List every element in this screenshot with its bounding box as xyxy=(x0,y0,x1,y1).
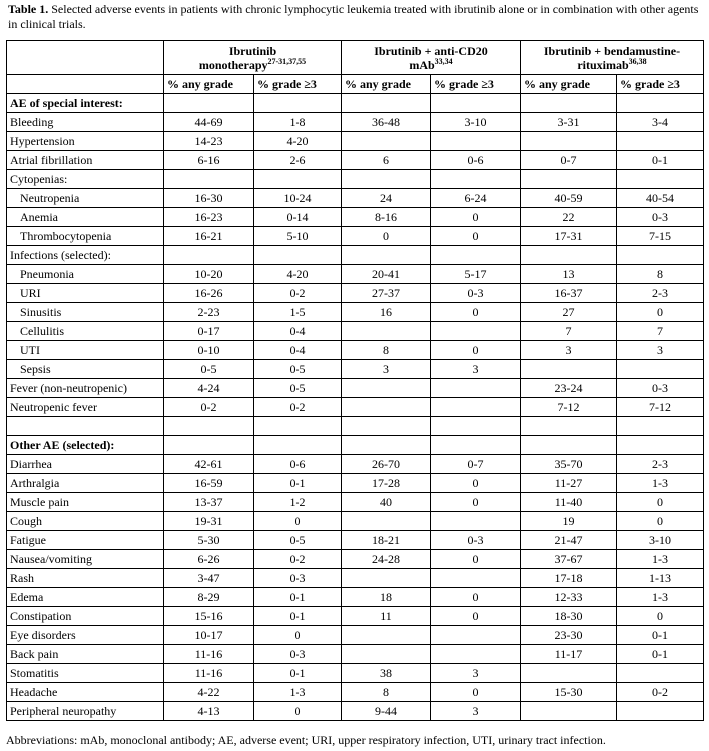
value-cell: 2-6 xyxy=(254,151,342,170)
value-cell: 4-20 xyxy=(254,132,342,151)
value-cell xyxy=(342,170,431,189)
value-cell: 3-4 xyxy=(617,113,704,132)
value-cell xyxy=(342,645,431,664)
table-row xyxy=(7,588,704,607)
value-cell: 15-30 xyxy=(521,683,617,702)
value-cell xyxy=(431,569,521,588)
value-cell: 0-3 xyxy=(431,531,521,550)
value-cell xyxy=(431,417,521,436)
table-caption-label: Table 1. xyxy=(8,2,49,16)
value-cell: 0 xyxy=(617,303,704,322)
row-label: Cytopenias: xyxy=(7,170,164,189)
subheader-corner xyxy=(7,75,164,94)
value-cell: 0-3 xyxy=(431,284,521,303)
value-cell xyxy=(617,702,704,721)
value-cell: 0-2 xyxy=(617,683,704,702)
value-cell: 17-18 xyxy=(521,569,617,588)
value-cell xyxy=(431,626,521,645)
value-cell: 0 xyxy=(342,227,431,246)
row-label: Diarrhea xyxy=(7,455,164,474)
row-label: Neutropenic fever xyxy=(7,398,164,417)
value-cell xyxy=(617,246,704,265)
table-row xyxy=(7,569,704,588)
row-label: Back pain xyxy=(7,645,164,664)
value-cell xyxy=(431,398,521,417)
value-cell xyxy=(521,664,617,683)
section-row xyxy=(7,436,704,455)
value-cell: 0-2 xyxy=(164,398,254,417)
value-cell: 0-1 xyxy=(617,151,704,170)
value-cell: 8 xyxy=(342,341,431,360)
value-cell: 0-2 xyxy=(254,398,342,417)
value-cell xyxy=(254,436,342,455)
value-cell xyxy=(342,626,431,645)
subheader-cell: % grade ≥3 xyxy=(431,75,521,94)
value-cell xyxy=(617,132,704,151)
value-cell: 5-17 xyxy=(431,265,521,284)
value-cell: 23-30 xyxy=(521,626,617,645)
value-cell: 3 xyxy=(431,664,521,683)
value-cell: 0-14 xyxy=(254,208,342,227)
row-label: UTI xyxy=(7,341,164,360)
table-row xyxy=(7,626,704,645)
value-cell: 0 xyxy=(431,208,521,227)
group-header-bendamustine-rituximab: Ibrutinib + bendamustine- rituximab$^{36,38}$ xyxy=(521,41,704,75)
value-cell xyxy=(617,360,704,379)
value-cell xyxy=(617,664,704,683)
row-label: Nausea/vomiting xyxy=(7,550,164,569)
value-cell: 0-7 xyxy=(521,151,617,170)
value-cell xyxy=(431,170,521,189)
value-cell xyxy=(254,246,342,265)
value-cell: 0-1 xyxy=(254,474,342,493)
value-cell xyxy=(164,417,254,436)
value-cell: 8-29 xyxy=(164,588,254,607)
value-cell xyxy=(164,170,254,189)
value-cell xyxy=(254,94,342,113)
value-cell xyxy=(342,246,431,265)
value-cell: 1-2 xyxy=(254,493,342,512)
table-row xyxy=(7,398,704,417)
value-cell: 0 xyxy=(617,512,704,531)
subheader-cell: % grade ≥3 xyxy=(254,75,342,94)
value-cell: 24 xyxy=(342,189,431,208)
row-label: Constipation xyxy=(7,607,164,626)
value-cell: 0-2 xyxy=(254,550,342,569)
row-label: Fatigue xyxy=(7,531,164,550)
table-body xyxy=(7,94,704,721)
value-cell: 20-41 xyxy=(342,265,431,284)
value-cell xyxy=(342,436,431,455)
row-label: Bleeding xyxy=(7,113,164,132)
value-cell: 7 xyxy=(617,322,704,341)
row-label: Neutropenia xyxy=(7,189,164,208)
subheader-row xyxy=(7,75,704,94)
table-row xyxy=(7,493,704,512)
value-cell: 1-8 xyxy=(254,113,342,132)
value-cell: 0-1 xyxy=(254,664,342,683)
value-cell xyxy=(254,170,342,189)
value-cell: 36-48 xyxy=(342,113,431,132)
value-cell: 0-2 xyxy=(254,284,342,303)
value-cell: 22 xyxy=(521,208,617,227)
value-cell: 44-69 xyxy=(164,113,254,132)
table-row xyxy=(7,189,704,208)
value-cell xyxy=(521,417,617,436)
value-cell: 4-24 xyxy=(164,379,254,398)
value-cell: 35-70 xyxy=(521,455,617,474)
value-cell: 0 xyxy=(254,626,342,645)
value-cell: 2-3 xyxy=(617,284,704,303)
value-cell: 13-37 xyxy=(164,493,254,512)
value-cell: 23-24 xyxy=(521,379,617,398)
value-cell: 0-1 xyxy=(617,645,704,664)
value-cell: 3-10 xyxy=(617,531,704,550)
value-cell: 1-3 xyxy=(617,588,704,607)
value-cell xyxy=(521,94,617,113)
value-cell: 11-40 xyxy=(521,493,617,512)
value-cell: 10-24 xyxy=(254,189,342,208)
value-cell: 0-3 xyxy=(254,569,342,588)
value-cell: 0-1 xyxy=(254,588,342,607)
value-cell: 17-28 xyxy=(342,474,431,493)
value-cell: 0 xyxy=(617,493,704,512)
subheader-cell: % any grade xyxy=(164,75,254,94)
value-cell xyxy=(431,645,521,664)
value-cell xyxy=(617,170,704,189)
table-row xyxy=(7,303,704,322)
table-row xyxy=(7,151,704,170)
value-cell xyxy=(617,94,704,113)
row-label: Cough xyxy=(7,512,164,531)
adverse-events-table xyxy=(6,40,704,721)
value-cell: 0-17 xyxy=(164,322,254,341)
value-cell xyxy=(617,436,704,455)
value-cell: 0-4 xyxy=(254,322,342,341)
row-label: Hypertension xyxy=(7,132,164,151)
row-label: Edema xyxy=(7,588,164,607)
value-cell: 42-61 xyxy=(164,455,254,474)
value-cell: 0 xyxy=(431,493,521,512)
value-cell: 0-5 xyxy=(254,379,342,398)
value-cell: 3 xyxy=(431,360,521,379)
table-caption xyxy=(8,2,703,32)
value-cell: 0 xyxy=(431,303,521,322)
value-cell: 18 xyxy=(342,588,431,607)
value-cell: 0-1 xyxy=(254,607,342,626)
value-cell xyxy=(342,512,431,531)
value-cell xyxy=(342,379,431,398)
value-cell: 0 xyxy=(431,683,521,702)
value-cell: 17-31 xyxy=(521,227,617,246)
row-label: Anemia xyxy=(7,208,164,227)
value-cell xyxy=(342,398,431,417)
row-label: Infections (selected): xyxy=(7,246,164,265)
value-cell: 12-33 xyxy=(521,588,617,607)
value-cell xyxy=(431,132,521,151)
value-cell: 3 xyxy=(521,341,617,360)
value-cell: 16 xyxy=(342,303,431,322)
value-cell xyxy=(521,132,617,151)
value-cell: 16-30 xyxy=(164,189,254,208)
table-row xyxy=(7,683,704,702)
row-label: Headache xyxy=(7,683,164,702)
value-cell: 8 xyxy=(617,265,704,284)
value-cell: 0 xyxy=(254,512,342,531)
abbreviations-footnote: Abbreviations: mAb, monoclonal antibody; AE, adverse event; URI, upper respiratory infection, UTI, urinary tract infection. xyxy=(6,733,606,747)
value-cell xyxy=(342,417,431,436)
value-cell xyxy=(164,246,254,265)
value-cell: 10-17 xyxy=(164,626,254,645)
row-label xyxy=(7,417,164,436)
value-cell xyxy=(431,436,521,455)
value-cell: 3 xyxy=(431,702,521,721)
value-cell xyxy=(164,94,254,113)
value-cell: 1-3 xyxy=(617,550,704,569)
value-cell: 6-24 xyxy=(431,189,521,208)
value-cell: 6 xyxy=(342,151,431,170)
value-cell: 2-23 xyxy=(164,303,254,322)
row-label: AE of special interest: xyxy=(7,94,164,113)
value-cell xyxy=(342,569,431,588)
value-cell: 27 xyxy=(521,303,617,322)
value-cell: 9-44 xyxy=(342,702,431,721)
value-cell xyxy=(521,702,617,721)
value-cell: 3-47 xyxy=(164,569,254,588)
value-cell xyxy=(431,379,521,398)
table-row xyxy=(7,208,704,227)
value-cell: 16-26 xyxy=(164,284,254,303)
value-cell: 8 xyxy=(342,683,431,702)
table-row xyxy=(7,531,704,550)
value-cell xyxy=(342,322,431,341)
value-cell: 0-10 xyxy=(164,341,254,360)
row-label: Arthralgia xyxy=(7,474,164,493)
row-label: Cellulitis xyxy=(7,322,164,341)
value-cell xyxy=(431,322,521,341)
value-cell: 16-59 xyxy=(164,474,254,493)
value-cell: 0 xyxy=(617,607,704,626)
value-cell: 10-20 xyxy=(164,265,254,284)
value-cell: 0 xyxy=(431,607,521,626)
group-header-monotherapy: Ibrutinib monotherapy$^{27-31,37,55}$ xyxy=(164,41,342,75)
value-cell: 4-20 xyxy=(254,265,342,284)
subheader-cell: % any grade xyxy=(342,75,431,94)
value-cell: 26-70 xyxy=(342,455,431,474)
value-cell: 40 xyxy=(342,493,431,512)
value-cell: 11-27 xyxy=(521,474,617,493)
value-cell: 1-3 xyxy=(254,683,342,702)
row-label: Thrombocytopenia xyxy=(7,227,164,246)
value-cell: 15-16 xyxy=(164,607,254,626)
value-cell: 0-7 xyxy=(431,455,521,474)
value-cell xyxy=(521,360,617,379)
value-cell: 2-3 xyxy=(617,455,704,474)
value-cell: 19 xyxy=(521,512,617,531)
value-cell: 40-54 xyxy=(617,189,704,208)
row-label: Pneumonia xyxy=(7,265,164,284)
value-cell: 0-3 xyxy=(617,379,704,398)
table-row xyxy=(7,341,704,360)
row-label: Rash xyxy=(7,569,164,588)
value-cell: 7 xyxy=(521,322,617,341)
row-label: Atrial fibrillation xyxy=(7,151,164,170)
value-cell xyxy=(164,436,254,455)
table-row xyxy=(7,455,704,474)
value-cell: 7-12 xyxy=(617,398,704,417)
table-row xyxy=(7,246,704,265)
group-header-anti-cd20: Ibrutinib + anti-CD20 mAb$^{33,34}$ xyxy=(342,41,521,75)
table-row xyxy=(7,417,704,436)
table-row xyxy=(7,664,704,683)
value-cell: 1-5 xyxy=(254,303,342,322)
table-row xyxy=(7,645,704,664)
value-cell: 0-3 xyxy=(254,645,342,664)
value-cell xyxy=(431,512,521,531)
table-caption-text: Selected adverse events in patients with chronic lymphocytic leukemia treated with ibrutinib alone or in combination with other agents in clinical trials. xyxy=(8,2,699,31)
value-cell: 6-16 xyxy=(164,151,254,170)
value-cell xyxy=(521,246,617,265)
subheader-cell: % any grade xyxy=(521,75,617,94)
value-cell: 0-6 xyxy=(254,455,342,474)
value-cell: 11-16 xyxy=(164,645,254,664)
value-cell: 19-31 xyxy=(164,512,254,531)
table-row xyxy=(7,379,704,398)
table-row xyxy=(7,227,704,246)
value-cell: 4-22 xyxy=(164,683,254,702)
table-row xyxy=(7,702,704,721)
value-cell: 14-23 xyxy=(164,132,254,151)
value-cell: 5-10 xyxy=(254,227,342,246)
table-row xyxy=(7,265,704,284)
value-cell xyxy=(431,246,521,265)
value-cell: 8-16 xyxy=(342,208,431,227)
table-row xyxy=(7,550,704,569)
value-cell: 4-13 xyxy=(164,702,254,721)
row-label: Sepsis xyxy=(7,360,164,379)
value-cell: 18-30 xyxy=(521,607,617,626)
value-cell: 0-5 xyxy=(164,360,254,379)
value-cell: 16-21 xyxy=(164,227,254,246)
value-cell: 0 xyxy=(431,588,521,607)
value-cell xyxy=(342,132,431,151)
row-label: URI xyxy=(7,284,164,303)
table-row xyxy=(7,360,704,379)
value-cell: 0-5 xyxy=(254,531,342,550)
value-cell: 37-67 xyxy=(521,550,617,569)
value-cell: 21-47 xyxy=(521,531,617,550)
table-row xyxy=(7,284,704,303)
table-row xyxy=(7,607,704,626)
value-cell xyxy=(342,94,431,113)
value-cell: 0-1 xyxy=(617,626,704,645)
value-cell: 38 xyxy=(342,664,431,683)
row-label: Peripheral neuropathy xyxy=(7,702,164,721)
value-cell: 6-26 xyxy=(164,550,254,569)
value-cell: 3 xyxy=(617,341,704,360)
value-cell: 11 xyxy=(342,607,431,626)
group-header-row xyxy=(7,41,704,75)
value-cell: 13 xyxy=(521,265,617,284)
value-cell: 11-17 xyxy=(521,645,617,664)
row-label: Muscle pain xyxy=(7,493,164,512)
value-cell xyxy=(521,436,617,455)
value-cell: 0 xyxy=(254,702,342,721)
table-row xyxy=(7,512,704,531)
value-cell: 1-3 xyxy=(617,474,704,493)
value-cell: 27-37 xyxy=(342,284,431,303)
value-cell xyxy=(617,417,704,436)
table-row xyxy=(7,132,704,151)
value-cell: 7-15 xyxy=(617,227,704,246)
value-cell: 7-12 xyxy=(521,398,617,417)
value-cell: 16-23 xyxy=(164,208,254,227)
value-cell: 3-31 xyxy=(521,113,617,132)
row-label: Eye disorders xyxy=(7,626,164,645)
value-cell: 16-37 xyxy=(521,284,617,303)
value-cell: 11-16 xyxy=(164,664,254,683)
value-cell: 0 xyxy=(431,550,521,569)
subheader-cell: % grade ≥3 xyxy=(617,75,704,94)
value-cell: 0 xyxy=(431,227,521,246)
corner-cell xyxy=(7,41,164,75)
row-label: Stomatitis xyxy=(7,664,164,683)
row-label: Other AE (selected): xyxy=(7,436,164,455)
value-cell: 0-4 xyxy=(254,341,342,360)
value-cell: 0 xyxy=(431,341,521,360)
value-cell: 0-3 xyxy=(617,208,704,227)
table-row xyxy=(7,113,704,132)
value-cell: 1-13 xyxy=(617,569,704,588)
value-cell: 5-30 xyxy=(164,531,254,550)
value-cell: 3 xyxy=(342,360,431,379)
table-row xyxy=(7,322,704,341)
value-cell xyxy=(254,417,342,436)
value-cell: 24-28 xyxy=(342,550,431,569)
value-cell: 40-59 xyxy=(521,189,617,208)
value-cell: 18-21 xyxy=(342,531,431,550)
value-cell: 0-5 xyxy=(254,360,342,379)
row-label: Sinusitis xyxy=(7,303,164,322)
value-cell xyxy=(521,170,617,189)
value-cell xyxy=(431,94,521,113)
table-row xyxy=(7,474,704,493)
value-cell: 0 xyxy=(431,474,521,493)
value-cell: 3-10 xyxy=(431,113,521,132)
section-row xyxy=(7,94,704,113)
value-cell: 0-6 xyxy=(431,151,521,170)
row-label: Fever (non-neutropenic) xyxy=(7,379,164,398)
table-row xyxy=(7,170,704,189)
